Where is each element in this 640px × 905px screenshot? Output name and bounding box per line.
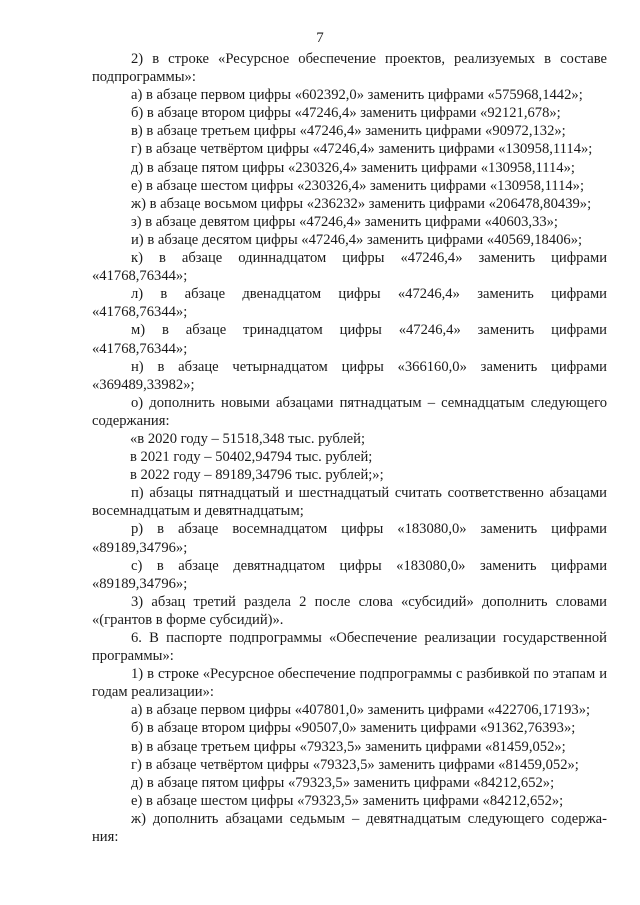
paragraph: м) в абзаце тринадцатом цифры «47246,4» заменить цифрами «41768,76344»; bbox=[92, 322, 607, 357]
paragraph: а) в абзаце первом цифры «602392,0» заменить цифрами «575968,1442»; bbox=[131, 87, 583, 104]
paragraph: с) в абзаце девятнадцатом цифры «183080,0» заменить цифрами «89189,34796»; bbox=[92, 557, 607, 592]
paragraph: г) в абзаце четвёртом цифры «47246,4» заменить цифрами «130958,1114»; bbox=[131, 141, 593, 158]
paragraph: в) в абзаце третьем цифры «79323,5» заменить цифрами «81459,052»; bbox=[131, 738, 566, 755]
paragraph: е) в абзаце шестом цифры «79323,5» заменить цифрами «84212,652»; bbox=[131, 792, 564, 809]
paragraph: и) в абзаце десятом цифры «47246,4» заменить цифрами «40569,18406»; bbox=[131, 231, 583, 248]
paragraph: в) в абзаце третьем цифры «47246,4» заменить цифрами «90972,132»; bbox=[131, 123, 566, 140]
paragraph: а) в абзаце первом цифры «407801,0» заменить цифрами «422706,17193»; bbox=[131, 702, 591, 719]
paragraph: в 2022 году – 89189,34796 тыс. рублей;»; bbox=[130, 467, 384, 484]
paragraph: «в 2020 году – 51518,348 тыс. рублей; bbox=[130, 430, 366, 447]
page-number: 7 bbox=[316, 30, 324, 46]
document-body bbox=[92, 50, 607, 846]
paragraph: з) в абзаце девятом цифры «47246,4» заменить цифрами «40603,33»; bbox=[131, 213, 558, 230]
paragraph: в 2021 году – 50402,94794 тыс. рублей; bbox=[130, 449, 373, 466]
paragraph: л) в абзаце двенадцатом цифры «47246,4» заменить цифрами «41768,76344»; bbox=[92, 286, 607, 321]
paragraph: д) в абзаце пятом цифры «79323,5» заменить цифрами «84212,652»; bbox=[131, 774, 555, 791]
paragraph: 3) абзац третий раздела 2 после слова «субсидий» дополнить словами «(грантов в форме субсидий)». bbox=[92, 593, 607, 628]
paragraph: д) в абзаце пятом цифры «230326,4» заменить цифрами «130958,1114»; bbox=[131, 159, 575, 176]
paragraph: о) дополнить новыми абзацами пятнадцатым – семнадцатым следующего содержания: bbox=[92, 394, 607, 429]
paragraph: г) в абзаце четвёртом цифры «79323,5» заменить цифрами «81459,052»; bbox=[131, 756, 579, 773]
paragraph: ж) в абзаце восьмом цифры «236232» заменить цифрами «206478,80439»; bbox=[131, 195, 592, 212]
paragraph: к) в абзаце одиннадцатом цифры «47246,4» заменить цифрами «41768,76344»; bbox=[92, 250, 607, 285]
paragraph: е) в абзаце шестом цифры «230326,4» заменить цифрами «130958,1114»; bbox=[131, 177, 585, 194]
paragraph: 6. В паспорте подпрограммы «Обеспечение реализации государственной программы»: bbox=[92, 630, 607, 665]
paragraph: п) абзацы пятнадцатый и шестнадцатый считать соответственно абзацами восемнадцатым и девятнадцатым; bbox=[92, 485, 607, 520]
paragraph: н) в абзаце четырнадцатом цифры «366160,0» заменить цифрами «369489,33982»; bbox=[92, 358, 607, 393]
paragraph: б) в абзаце втором цифры «47246,4» заменить цифрами «92121,678»; bbox=[131, 105, 561, 122]
paragraph: 2) в строке «Ресурсное обеспечение проектов, реализуемых в составе подпрограммы»: bbox=[92, 51, 607, 86]
paragraph: р) в абзаце восемнадцатом цифры «183080,0» заменить цифрами «89189,34796»; bbox=[92, 521, 607, 556]
paragraph: 1) в строке «Ресурсное обеспечение подпрограммы с разбивкой по этапам и годам реализации»: bbox=[92, 666, 607, 701]
paragraph: ж) дополнить абзацами седьмым – девятнадцатым следующего содержа-ния: bbox=[92, 810, 607, 846]
paragraph: б) в абзаце втором цифры «90507,0» заменить цифрами «91362,76393»; bbox=[131, 720, 576, 737]
